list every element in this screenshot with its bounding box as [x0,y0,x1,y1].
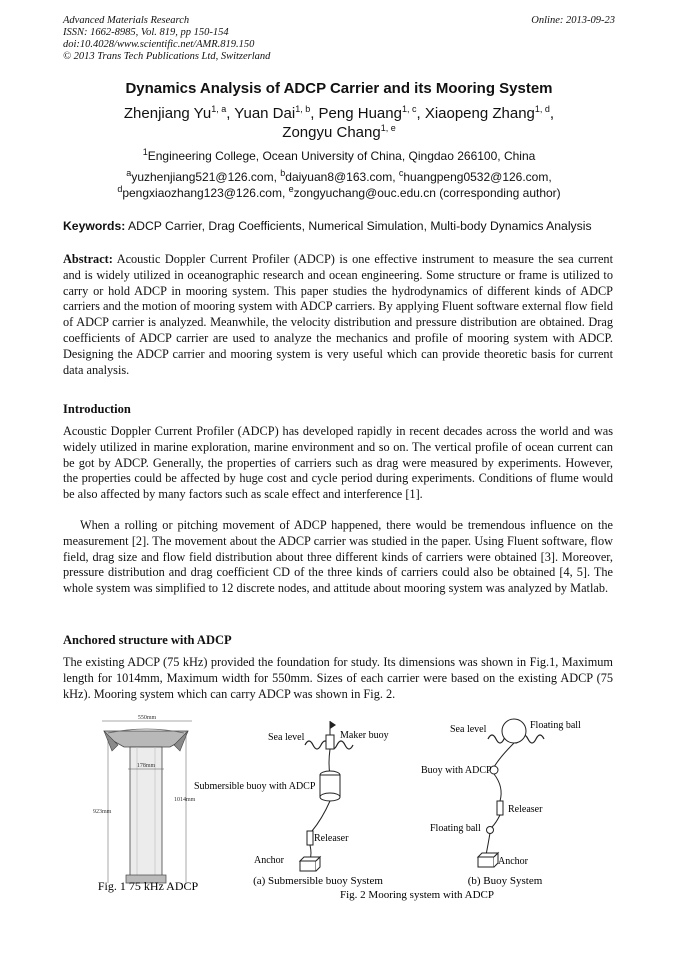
email: daiyuan8@163.com, [285,170,399,184]
fig2a-sub-buoy: Submersible buoy with ADCP [194,781,316,792]
anchored-paragraph: The existing ADCP (75 kHz) provided the foundation for study. Its dimensions was shown in Fig.1, Maximum length for 1014mm, Maximum width for 550mm. Sizes of each carrier were based on the existing ADCP (75 kHz). Mooring system which can carry ADCP was shown in Fig. 2. [63,655,613,701]
fig2a-anchor: Anchor [254,855,284,866]
email: yuzhenjiang521@126.com, [131,170,281,184]
fig1-dim-mid: 178mm [136,763,156,769]
fig2a-caption: (a) Submersible buoy System [253,875,383,887]
fig2a-drawing [300,721,353,871]
fig2a-releaser: Releaser [314,833,349,844]
affiliation-text: Engineering College, Ocean University of China, Qingdao 266100, China [147,149,536,163]
issn: ISSN: 1662-8985, Vol. 819, pp 150-154 [63,27,229,38]
author-sup: 1, e [380,123,396,133]
figures [0,709,678,959]
affiliation [60,149,618,163]
fig2b-buoy-adcp: Buoy with ADCP [421,765,492,776]
email-sup: c [398,168,404,178]
fig2b-floating-ball: Floating ball [430,823,481,834]
journal-header [63,15,615,63]
introduction-paragraph-1: Acoustic Doppler Current Profiler (ADCP) has developed rapidly in recent decades across the world and was widely utilized in marine exploration, marine environment and so on. The vertical profile of ocean current can be got by ADCP. Generally, the properties of carriers such as drag were measured by experiments. However, the properties could be affected by huge cost and cycle period during experiments. Conditions of flume would be also affected by many factors such as scale effect and interference [1]. [63,424,613,502]
fig2-caption: Fig. 2 Mooring system with ADCP [339,889,495,901]
email-sup: b [280,168,286,178]
author-name: Zongyu Chang [282,124,381,141]
paper-title: Dynamics Analysis of ADCP Carrier and its Mooring System [125,80,553,97]
anchored-heading: Anchored structure with ADCP [63,633,232,647]
fig1-adcp-drawing [93,715,196,883]
keywords [63,219,623,233]
fig1-dim-left: 923mm [93,809,112,815]
fig2b-anchor: Anchor [498,856,528,867]
email-sup: d [117,184,123,194]
fig2a-maker-buoy: Maker buoy [340,730,389,741]
introduction-paragraph-2: When a rolling or pitching movement of ADCP happened, there would be tremendous influence on the measurement [2]. The movement about the ADCP carrier was studied in the paper. Using Fluent software, flow field, drag size and flow field distribution about three different kinds of carriers were obtained [3]. Moreover, pressure distribution and drag coefficient CD of the three kinds of carriers could also be obtained [4, 5]. The whole system was simplified to 12 discrete nodes, and attitude about mooring system was analyzed by Matlab. [63,518,613,596]
email-sup: a [126,168,132,178]
fig2b-releaser: Releaser [508,804,543,815]
email: pengxiaozhang123@126.com, [122,186,289,200]
author-name: Peng Huang [318,105,402,122]
copyright: © 2013 Trans Tech Publications Ltd, Switzerland [63,51,271,62]
fig1-caption: Fig. 1 75 kHz ADCP [97,879,199,893]
fig2b-floating-ball-top: Floating ball [530,720,581,731]
author-list: Zhenjiang Yu$^{1, a}$, Yuan Dai$^{1, b}$, Peng Huang$^{1, c}$, Xiaopeng Zhang$^{1, d}$, Zongyu Chang$^{1, e}$ [123,104,555,141]
fig2b-sea-level: Sea level [450,724,487,735]
author-sup: 1, a [211,104,227,114]
author-name: Zhenjiang Yu [123,105,212,122]
author-name: Yuan Dai [234,105,296,122]
abstract [63,252,613,378]
email: zongyuchang@ouc.edu.cn (corresponding author) [293,186,561,200]
fig2a-sea-level: Sea level [268,732,305,743]
online-date: Online: 2013-09-23 [531,15,615,26]
author-sup: 1, b [295,104,311,114]
author-sup: 1, d [534,104,550,114]
abstract-label: Abstract: [63,252,113,266]
keywords-label: Keywords: [63,219,126,233]
fig1-dim-top: 550mm [137,715,157,721]
affiliation-sup: 1 [142,147,148,157]
abstract-text: Acoustic Doppler Current Profiler (ADCP) is one effective instrument to measure the sea current and is widely utilized in oceanographic research and ocean engineering. Some structure or frame is utilized to carry or hold ADCP in mooring system. This paper studies the hydrodynamics of different kinds of ADCP carriers and the motion of mooring system with ADCP carriers. By applying Fluent software external flow field of ADCP carrier is analyzed. Meanwhile, the velocity distribution and pressure distribution are obtained. Drag coefficients of ADCP carrier are used to analyze the mechanics and profile of mooring system with ADCP. Designing the ADCP carrier and mooring system is very useful which can provide theoretic basis for current data analysis. [63,252,613,377]
author-sup: 1, c [401,104,417,114]
fig1-dim-right: 1014mm [174,797,196,803]
keywords-text: ADCP Carrier, Drag Coefficients, Numerical Simulation, Multi-body Dynamics Analysis [125,219,592,233]
doi: doi:10.4028/www.scientific.net/AMR.819.150 [63,39,255,50]
journal-name: Advanced Materials Research [63,15,190,26]
email-list [60,169,618,201]
author-name: Xiaopeng Zhang [424,105,535,122]
email: huangpeng0532@126.com, [403,170,552,184]
email-sup: e [288,184,294,194]
fig2b-caption: (b) Buoy System [467,875,543,887]
introduction-heading: Introduction [63,402,131,416]
fig2b-drawing [478,719,544,867]
